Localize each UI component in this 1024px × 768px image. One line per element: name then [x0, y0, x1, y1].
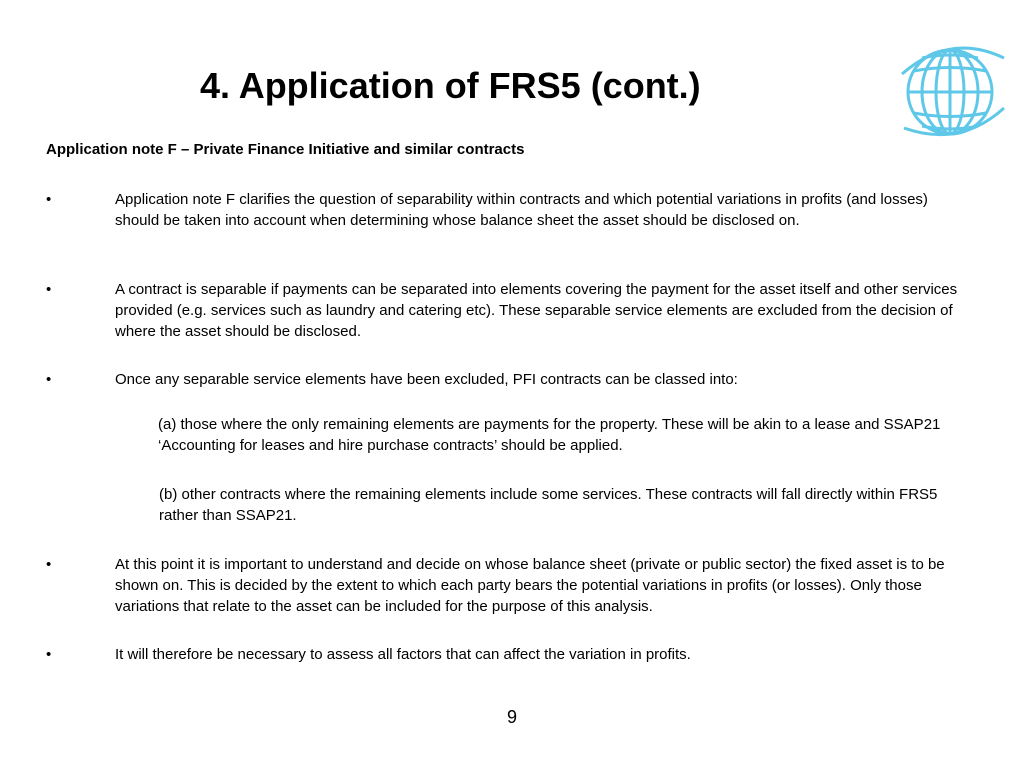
bullet-item [46, 189, 976, 231]
page-number: 9 [506, 707, 517, 727]
globe-icon [900, 38, 1006, 142]
bullet-item [46, 369, 976, 390]
bullet-text: Once any separable service elements have been excluded, PFI contracts can be classed into: [115, 371, 738, 388]
bullet-text: Application note F clarifies the question of separability within contracts and which potential variations in profits (and losses) should be taken into account when determining whose balance sheet the asset should be disclosed on. [115, 191, 928, 229]
slide-title: 4. Application of FRS5 (cont.) [200, 65, 701, 106]
bullet-marker: • [46, 281, 52, 298]
bullet-text: At this point it is important to understand and decide on whose balance sheet (private or public sector) the fixed asset is to be shown on. This is decided by the extent to which each party bears the potential variations in profits (or losses). Only those variations that relate to the asset can be included for the purpose of this analysis. [115, 556, 945, 615]
bullet-marker: • [46, 556, 52, 573]
bullet-text: A contract is separable if payments can be separated into elements covering the payment for the asset itself and other services provided (e.g. services such as laundry and catering etc). These separable service elements are excluded from the decision of where the asset should be disclosed. [115, 281, 958, 340]
bullet-marker: • [46, 191, 52, 208]
bullet-item [46, 644, 976, 665]
bullet-marker: • [46, 646, 52, 663]
sub-item-b: (b) other contracts where the remaining elements include some services. These contracts will fall directly within FRS5 rather than SSAP21. [159, 486, 938, 524]
bullet-item [46, 554, 976, 617]
bullet-text: It will therefore be necessary to assess all factors that can affect the variation in profits. [115, 646, 691, 663]
sub-item-a: (a) those where the only remaining elements are payments for the property. These will be akin to a lease and SSAP21 ‘Accounting for leases and hire purchase contracts’ should be applied. [158, 416, 941, 454]
bullet-marker: • [46, 371, 52, 388]
slide-subtitle: Application note F – Private Finance Initiative and similar contracts [46, 141, 525, 158]
bullet-item [46, 279, 976, 342]
